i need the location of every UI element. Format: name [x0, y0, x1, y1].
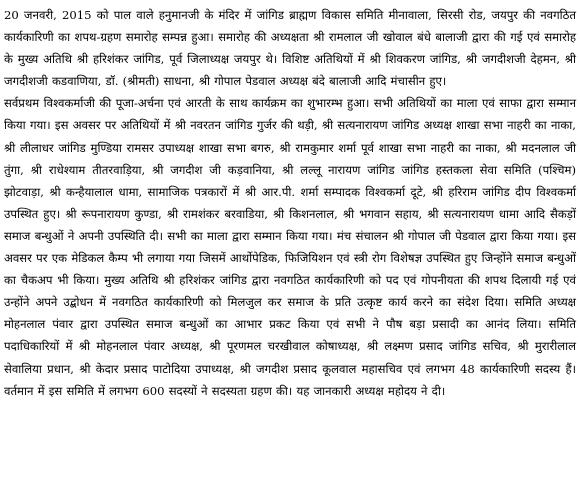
article-paragraph-event-details: सर्वप्रथम विश्वकर्माजी की पूजा-अर्चना एवं आरती के साथ कार्यक्रम का शुभारम्भ हुआ। सभी अतिथियों का माला एवं साफा द्वारा सम्मान किया गया। इस अवसर पर अतिथियों में श्री नवरतन जांगिड गुर्जर की थड़ी, श्री सत्यनारायण जांगिड अध्यक्ष शाखा सभा नाहरी का नाका, श्री लीलाधर जांगिड मुण्डिया रामसर उपाध्यक्ष शाखा सभा बगरु, श्री रामकुमार शर्मा पूर्व शाखा सभा नाहरी का नाका, श्री मदनलाल जी तुंगा, श्री राधेश्याम तीतरवाड़िया, श्री जगदीश जी कड़वानिया, श्री लल्लू नारायण जांगिड जांगिड हस्तकला सेवा समिति (पश्चिम) झोटवाड़ा, श्री कन्हैयालाल धामा, सामाजिक पत्रकारों में श्री आर.पी. शर्मा सम्पादक विश्वकर्मा दूटे, श्री हरिराम जांगिड दीप विश्वकर्मा उपस्थित हुए। श्री रूपनारायण कुण्डा, श्री रामशंकर बरवाडिया, श्री किशनलाल, श्री भगवान सहाय, श्री सत्यनारायण धामा आदि सैकड़ों समाज बन्धुओं ने अपनी उपस्थिति दी। सभी का माला द्वारा सम्मान किया गया। मंच संचालन श्री गोपाल जी पेडवाल द्वारा किया गया। इस अवसर पर एक मेडिकल कैम्प भी लगाया गया जिसमें आर्थोपेडिक, फिजियिशन एवं स्त्री रोग विशेषज्ञ उपस्थित हुए जिन्होंने समाज बन्धुओं का चैकअप भी किया। मुख्य अतिथि श्री हरिशंकर जांगिड द्वारा नवगठित कार्यकारिणी को पद एवं गोपनीयता की शपथ दिलायी गई एवं उन्होंने अपने उद्बोधन में नवगठित कार्यकारिणी को मिलजुल कर समाज के प्रति उत्कृष्ट कार्य करने का संदेश दिया। समिति अध्यक्ष मोहनलाल पंवार द्वारा उपस्थित समाज बन्धुओं का आभार प्रकट किया एवं सभी ने पौष बड़ा प्रसादी का आनंद लिया। समिति पदाधिकारियों में श्री मोहनलाल पंवार अध्यक्ष, श्री पूरणमल चरखीवाल कोषाध्यक्ष, श्री लक्ष्मण प्रसाद जांगिड सचिव, श्री मुरारीलाल सेवालिया प्रधान, श्री केदार प्रसाद पाटोदिया उपाध्यक्ष, श्री जगदीश प्रसाद कूलवाल महासचिव एवं लगभग 48 कार्यकारिणी सदस्य हैं। वर्तमान में इस समिति में लगभग 600 सदस्यों ने सदस्यता ग्रहण की। यह जानकारी अध्यक्ष महोदय ने दी। [4, 96, 577, 398]
article-paragraph-intro: 20 जनवरी, 2015 को पाल वाले हनुमानजी के मंदिर में जांगिड ब्राह्मण विकास समिति मीनावाला, सिरसी रोड, जयपुर की नवगठित कार्यकारिणी का शपथ-ग्रहण समारोह सम्पन्न हुआ। समारोह की अध्यक्षता श्री रामलाल जी खोवाल बंधे बालाजी द्वारा की गई एवं समारोह के मुख्य अतिथि श्री हरिशंकर जांगिड, पूर्व जिलाध्यक्ष जयपुर थे। विशिष्ट अतिथियों में श्री शिवकरण जांगिड, श्री जगदीशजी देहमन, श्री जगदीशजी कडवाणिया, डॉ. (श्रीमती) साधना, श्री गोपाल पेडवाल अध्यक्ष बंदे बालाजी आदि मंचासीन हुए। [4, 8, 576, 89]
